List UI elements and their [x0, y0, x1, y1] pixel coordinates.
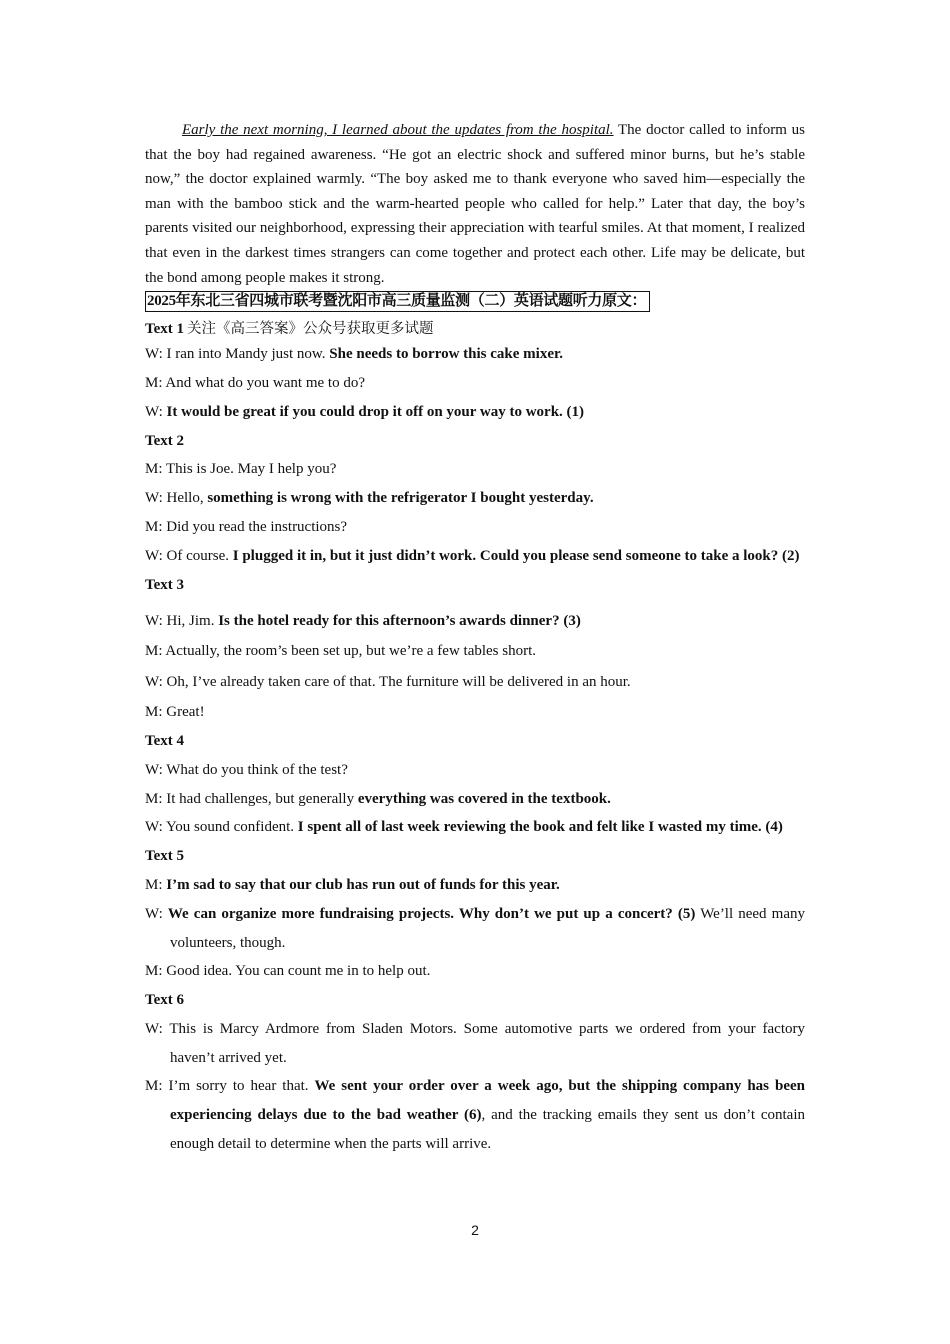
dialogue-line: W: Oh, I’ve already taken care of that. The furniture will be delivered in an hour. — [145, 674, 631, 691]
dialogue-line: W: What do you think of the test? — [145, 761, 348, 778]
dialogue-line: M: Good idea. You can count me in to help out. — [145, 963, 431, 980]
text1-note: 关注《高三答案》公众号获取更多试题 — [187, 321, 434, 338]
dialogue-line — [145, 813, 805, 842]
dialogue-line: W: This is Marcy Ardmore from Sladen Motors. Some automotive parts we ordered from your factory haven’t arrived yet. — [145, 1020, 805, 1066]
line-plain: W: Hello, — [145, 490, 208, 507]
dialogue-line: M: And what do you want me to do? — [145, 374, 365, 391]
story-paragraph — [145, 118, 805, 290]
line-answer: It would be great if you could drop it off on your way to work. (1) — [166, 403, 585, 420]
text2-title: Text 2 — [145, 432, 185, 449]
line-plain: W: — [145, 905, 168, 922]
dialogue-line — [145, 871, 805, 900]
text4-title: Text 4 — [145, 732, 185, 749]
text1-heading — [145, 318, 805, 340]
line-plain: W: I ran into Mandy just now. — [145, 346, 330, 363]
line-answer: I spent all of last week reviewing the book and felt like I wasted my time. (4) — [297, 819, 783, 836]
exam-title-banner: 2025年东北三省四城市联考暨沈阳市高三质量监测（二）英语试题听力原文： — [145, 291, 650, 312]
line-answer: something is wrong with the refrigerator I bought yesterday. — [207, 490, 594, 507]
line-plain: W: — [145, 403, 167, 420]
line-plain: We’ll need many volunteers, though. — [170, 905, 805, 951]
line-plain: M: It had challenges, but generally — [145, 790, 358, 807]
text1-title: Text 1 — [145, 321, 185, 338]
line-answer: I’m sad to say that our club has run out of funds for this year. — [166, 876, 560, 893]
dialogue-line — [145, 340, 805, 369]
dialogue-line: M: Actually, the room’s been set up, but we’re a few tables short. — [145, 643, 537, 660]
document-page — [145, 118, 805, 1159]
page-number: 2 — [471, 1222, 479, 1238]
spacer — [145, 599, 805, 607]
line-answer: everything was covered in the textbook. — [357, 790, 611, 807]
line-answer: I plugged it in, but it just didn’t work. Could you please send someone to take a look? (2) — [232, 547, 800, 564]
line-answer: She needs to borrow this cake mixer. — [329, 346, 564, 363]
story-lead-sentence: Early the next morning, I learned about the updates from the hospital. — [182, 122, 614, 138]
dialogue-line — [145, 607, 805, 636]
line-plain: W: You sound confident. — [145, 819, 298, 836]
dialogue-line — [145, 484, 805, 513]
story-body: The doctor called to inform us that the boy had regained awareness. “He got an electric shock and suffered minor burns, but he’s stable now,” the doctor explained warmly. “The boy asked me to thank everyone who saved him—especially the man with the bamboo stick and the warm-hearted people who called for help.” Later that day, the boy’s parents visited our neighborhood, expressing their appreciation with tearful smiles. At that moment, I realized that even in the darkest times strangers can come together and protect each other. Life may be delicate, but the bond among people makes it strong. — [145, 122, 805, 286]
dialogue-line — [145, 1072, 805, 1158]
line-plain: W: Hi, Jim. — [145, 613, 219, 630]
text6-title: Text 6 — [145, 992, 185, 1009]
dialogue-line — [145, 900, 805, 958]
dialogue-line: M: Did you read the instructions? — [145, 518, 348, 535]
line-plain: M: I’m sorry to hear that. — [145, 1078, 315, 1095]
text3-title: Text 3 — [145, 576, 185, 593]
dialogue-line: M: This is Joe. May I help you? — [145, 461, 337, 478]
dialogue-line: M: Great! — [145, 704, 205, 721]
line-plain: M: — [145, 876, 167, 893]
line-answer: We can organize more fundraising projects. Why don’t we put up a concert? (5) — [167, 905, 696, 922]
dialogue-line — [145, 785, 805, 814]
line-plain: , and the tracking emails they sent us don’t contain enough detail to determine when the parts will arrive. — [170, 1107, 805, 1153]
line-plain: W: Of course. — [145, 547, 233, 564]
dialogue-line — [145, 542, 805, 571]
dialogue-line — [145, 398, 805, 427]
text5-title: Text 5 — [145, 848, 185, 865]
line-answer: Is the hotel ready for this afternoon’s awards dinner? (3) — [218, 613, 581, 630]
line-answer: We sent your order over a week ago, but the shipping company has been experiencing delays due to the bad weather (6) — [170, 1078, 805, 1124]
